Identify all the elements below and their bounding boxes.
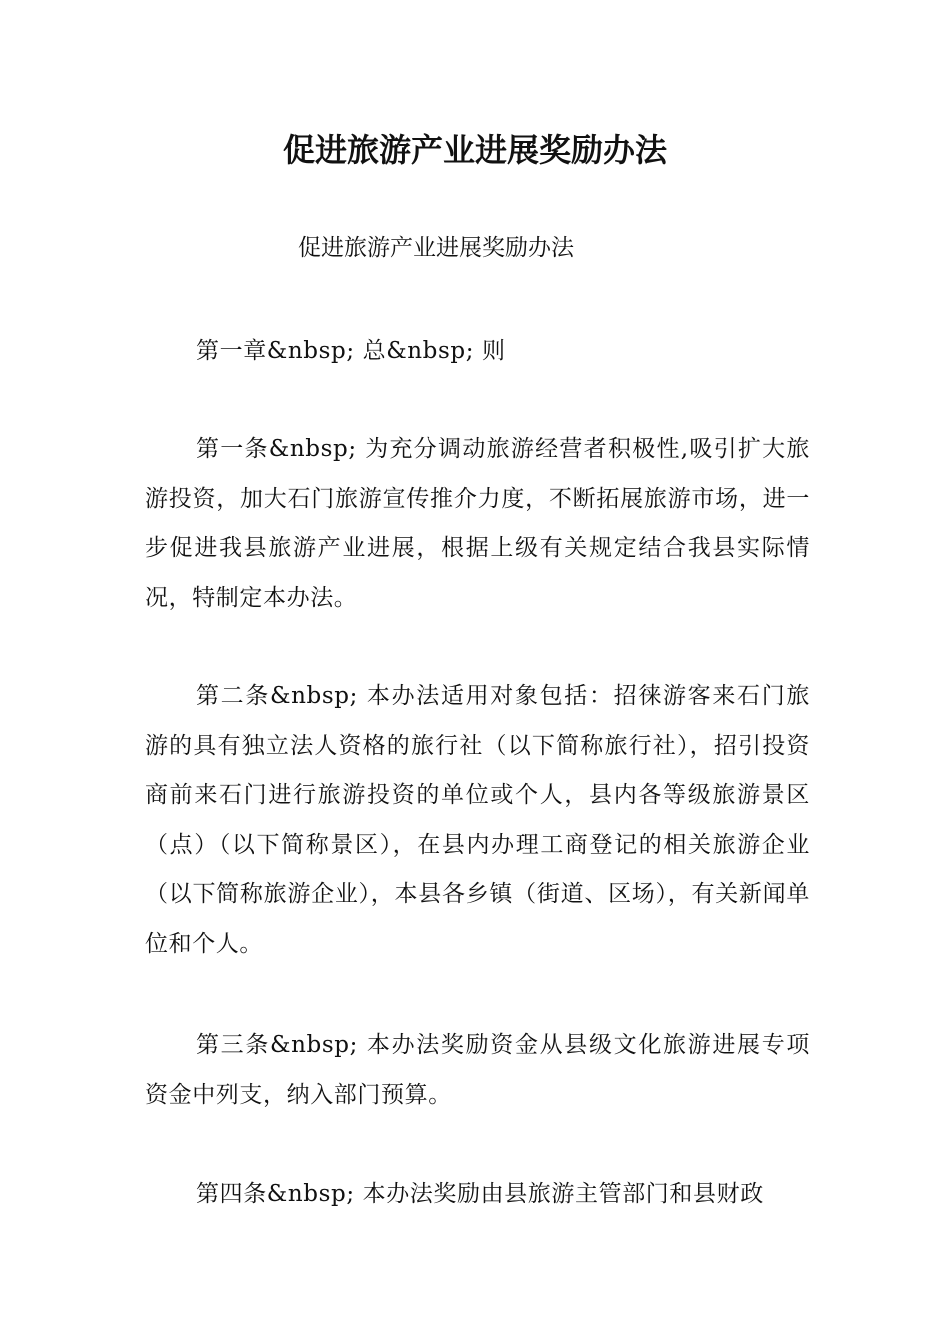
document-title: 促进旅游产业进展奖励办法 [282, 131, 667, 169]
article-3-paragraph: 第三条&nbsp; 本办法奖励资金从县级文化旅游进展专项资金中列支，纳入部门预算。 [145, 1032, 810, 1108]
article-2-paragraph: 第二条&nbsp; 本办法适用对象包括：招徕游客来石门旅游的具有独立法人资格的旅行社（以下简称旅行社），招引投资商前来石门进行旅游投资的单位或个人，县内各等级旅游景区（点）（以下简称景区），在县内办理工商登记的相关旅游企业（以下简称旅游企业），本县各乡镇（街道、区场），有关新闻单位和个人。 [145, 683, 810, 957]
document-subtitle: 促进旅游产业进展奖励办法 [298, 235, 574, 261]
article-1-paragraph: 第一条&nbsp; 为充分调动旅游经营者积极性,吸引扩大旅游投资，加大石门旅游宣传推介力度，不断拓展旅游市场，进一步促进我县旅游产业进展，根据上级有关规定结合我县实际情况，特制定本办法。 [145, 436, 810, 611]
article-4-paragraph: 第四条&nbsp; 本办法奖励由县旅游主管部门和县财政 [196, 1181, 764, 1207]
chapter-heading: 第一章&nbsp; 总&nbsp; 则 [196, 338, 506, 364]
